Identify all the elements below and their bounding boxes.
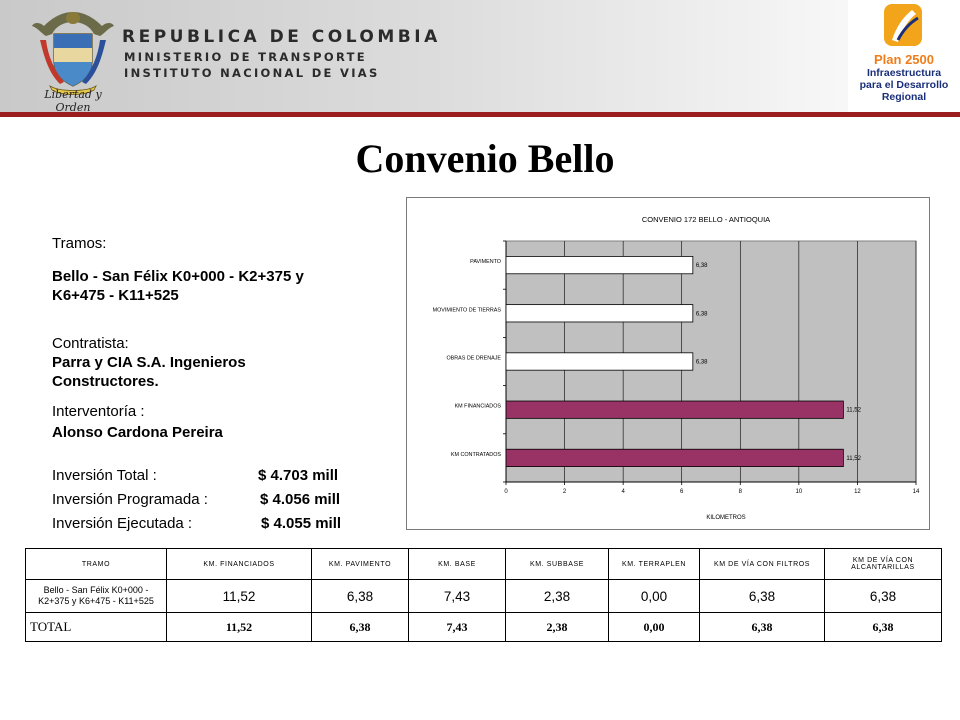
contratista-value: Parra y CIA S.A. Ingenieros <box>52 354 246 371</box>
x-tick-label: 10 <box>795 489 803 495</box>
bar <box>506 256 693 273</box>
x-tick-label: 6 <box>680 489 684 495</box>
table-total-row <box>26 613 942 642</box>
inversion-programada-value: $ 4.056 mill <box>260 491 341 508</box>
category-label: KM FINANCIADOS <box>454 403 501 410</box>
x-tick-label: 0 <box>504 489 508 495</box>
inversion-total-label: Inversión Total : <box>52 467 157 484</box>
table-cell: 7,43 <box>409 613 506 642</box>
bar <box>506 449 843 466</box>
summary-table <box>25 548 942 642</box>
table-cell: 6,38 <box>700 613 825 642</box>
table-header-cell: KM. BASE <box>409 549 506 580</box>
plan-2500-logo-icon <box>878 2 928 50</box>
table-header-cell: KM. TERRAPLEN <box>609 549 700 580</box>
bar-chart <box>407 198 929 529</box>
table-header-cell: KM DE VÍA CON ALCANTARILLAS <box>825 549 942 580</box>
page-title: Convenio Bello <box>355 136 615 181</box>
x-tick-label: 8 <box>738 489 742 495</box>
category-label: KM CONTRATADOS <box>450 451 501 458</box>
table-cell: 11,52 <box>167 613 312 642</box>
data-label: 6,38 <box>695 311 708 318</box>
table-cell: 0,00 <box>609 580 700 613</box>
data-label: 6,38 <box>695 263 708 270</box>
inversion-ejecutada-value: $ 4.055 mill <box>261 515 342 532</box>
category-label: OBRAS DE DRENAJE <box>446 355 501 362</box>
table-cell: 6,38 <box>825 580 942 613</box>
crest-caption: Libertad y Orden <box>44 88 102 114</box>
plan-title: Plan 2500 <box>874 52 934 67</box>
plan-subtitle-line: Infraestructura <box>866 67 942 79</box>
category-label: MOVIMIENTO DE TIERRAS <box>432 307 501 314</box>
chart-frame <box>406 197 930 530</box>
table-cell: 11,52 <box>167 580 312 613</box>
header-divider <box>0 112 960 117</box>
table-header-row <box>26 549 942 580</box>
tramos-label: Tramos: <box>52 235 107 252</box>
tramo-line: Bello - San Félix K0+000 - <box>43 585 149 595</box>
interventoria-label: Interventoría : <box>52 403 145 420</box>
table-cell: 2,38 <box>506 580 609 613</box>
table-header-cell: KM. FINANCIADOS <box>167 549 312 580</box>
table-header-cell: KM. PAVIMENTO <box>312 549 409 580</box>
x-tick-label: 12 <box>854 489 861 495</box>
tramo-cell <box>26 580 167 613</box>
bar <box>506 401 843 418</box>
table-cell: 0,00 <box>609 613 700 642</box>
contratista-value: Constructores. <box>52 373 159 390</box>
x-axis-label: KILOMETROS <box>706 515 746 521</box>
x-tick-label: 4 <box>621 489 625 495</box>
tramos-line: K6+475 - K11+525 <box>52 287 179 304</box>
data-label: 11,52 <box>846 407 861 414</box>
tramo-line: K2+375 y K6+475 - K11+525 <box>38 596 154 606</box>
org-institute: INSTITUTO NACIONAL DE VIAS <box>124 66 380 80</box>
table-cell: 7,43 <box>409 580 506 613</box>
contratista-label: Contratista: <box>52 335 129 352</box>
table-cell: 6,38 <box>312 580 409 613</box>
plan-subtitle-line: Regional <box>881 91 927 103</box>
chart-title: CONVENIO 172 BELLO - ANTIOQUIA <box>641 215 771 224</box>
table-row <box>26 580 942 613</box>
data-label: 11,52 <box>846 455 861 462</box>
table-cell: 6,38 <box>700 580 825 613</box>
data-label: 6,38 <box>695 359 708 366</box>
table-header-cell: KM DE VÍA CON FILTROS <box>700 549 825 580</box>
plan-subtitle-line: para el Desarrollo <box>859 79 949 91</box>
bar <box>506 305 693 322</box>
table-cell: 6,38 <box>825 613 942 642</box>
table-cell: 2,38 <box>506 613 609 642</box>
tramos-line: Bello - San Félix K0+000 - K2+375 y <box>52 268 304 285</box>
total-label: TOTAL <box>26 613 167 642</box>
inversion-total-value: $ 4.703 mill <box>258 467 339 484</box>
table-header-cell: TRAMO <box>26 549 167 580</box>
interventoria-value: Alonso Cardona Pereira <box>52 424 223 441</box>
inversion-programada-label: Inversión Programada : <box>52 491 208 508</box>
plan-subtitle <box>848 67 960 103</box>
table-header-cell: KM. SUBBASE <box>506 549 609 580</box>
org-ministry: MINISTERIO DE TRANSPORTE <box>124 50 367 64</box>
bar <box>506 353 693 370</box>
category-label: PAVIMENTO <box>470 259 501 266</box>
x-tick-label: 14 <box>912 489 920 495</box>
table-cell: 6,38 <box>312 613 409 642</box>
org-country: REPUBLICA DE COLOMBIA <box>122 27 441 47</box>
inversion-ejecutada-label: Inversión Ejecutada : <box>52 515 193 532</box>
x-tick-label: 2 <box>562 489 567 495</box>
